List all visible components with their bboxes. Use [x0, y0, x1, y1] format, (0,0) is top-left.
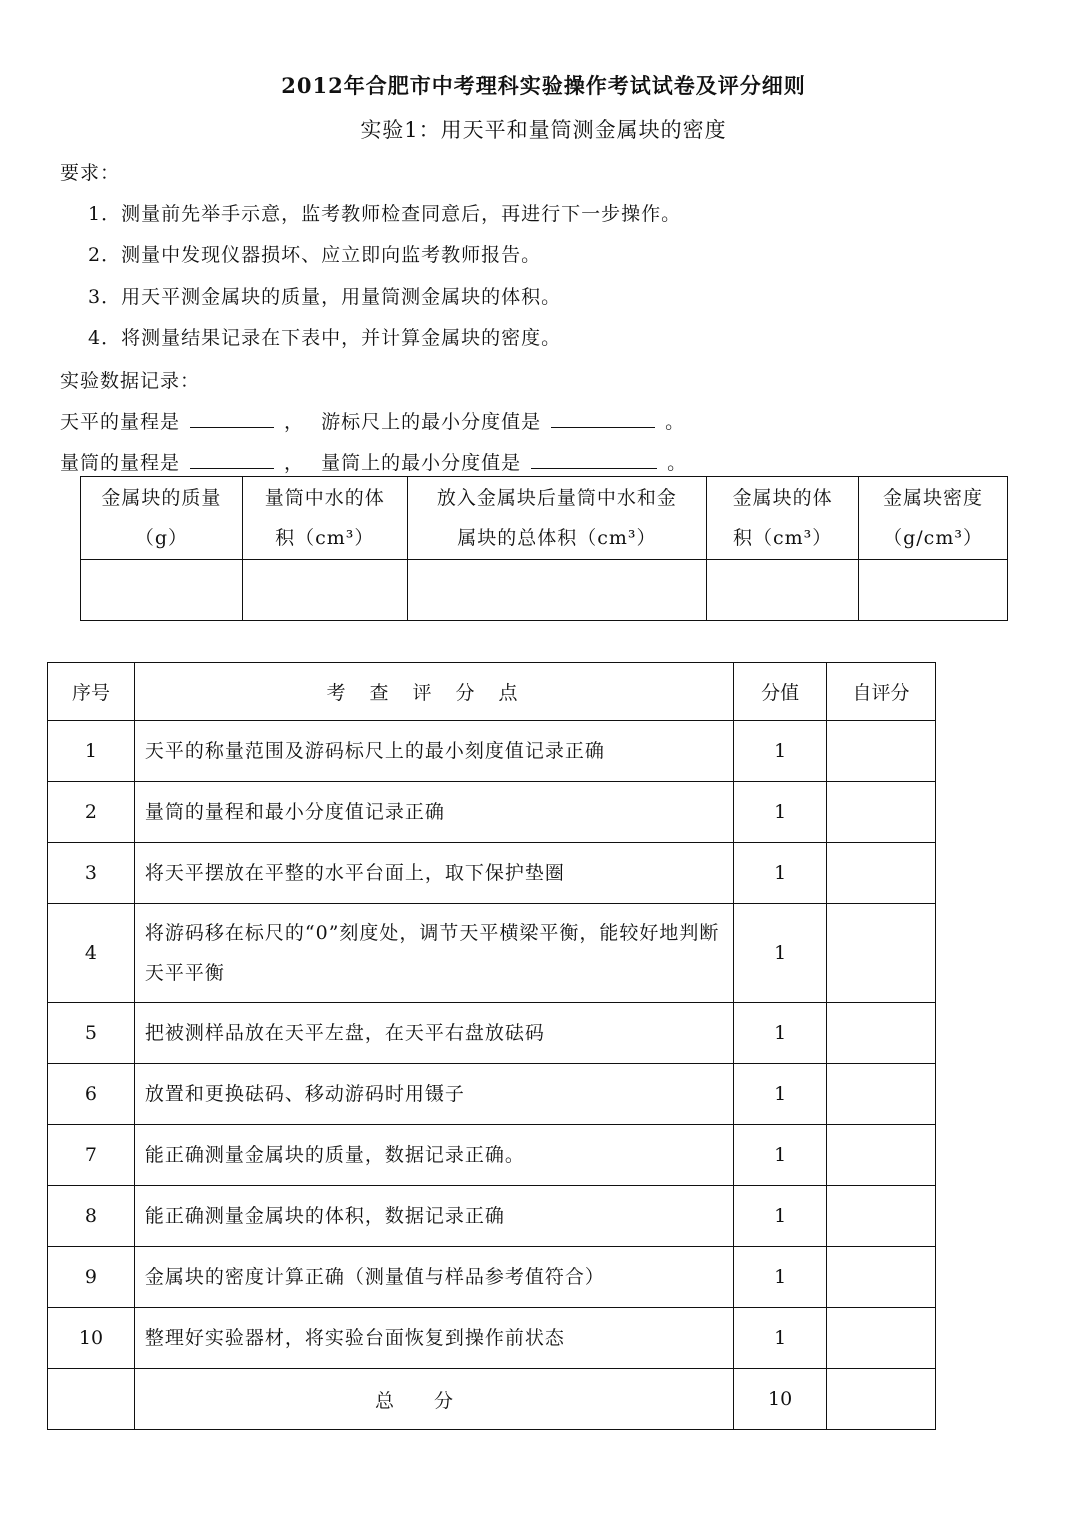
balance-range-blank[interactable] — [190, 407, 274, 428]
balance-range-label: 天平的量程是 — [60, 411, 181, 433]
row-scoring-point: 量筒的量程和最小分度值记录正确 — [134, 782, 733, 843]
density-header: 金属块密度 （g/cm³） — [859, 477, 1008, 560]
balance-record-line — [60, 407, 685, 434]
block-volume-cell[interactable] — [707, 560, 859, 621]
period: 。 — [665, 411, 686, 433]
table-row — [48, 1308, 936, 1369]
row-self-score-cell[interactable] — [827, 721, 936, 782]
data-table-header-row — [81, 477, 1008, 560]
data-table-entry-row — [81, 560, 1008, 621]
requirements-heading: 要求： — [60, 162, 121, 184]
cylinder-min-label: 量筒上的最小分度值是 — [321, 452, 522, 474]
row-scoring-point: 放置和更换砝码、移动游码时用镊子 — [134, 1064, 733, 1125]
cylinder-min-blank[interactable] — [531, 448, 657, 469]
block-volume-header: 金属块的体 积（cm³） — [707, 477, 859, 560]
scoring-table — [47, 662, 936, 1430]
table-row — [48, 782, 936, 843]
row-score: 1 — [734, 1247, 827, 1308]
total-volume-cell[interactable] — [407, 560, 707, 621]
row-index: 4 — [48, 904, 135, 1003]
row-self-score-cell[interactable] — [827, 1064, 936, 1125]
row-score: 1 — [734, 1064, 827, 1125]
water-volume-header: 量筒中水的体 积（cm³） — [242, 477, 407, 560]
row-scoring-point: 能正确测量金属块的体积，数据记录正确 — [134, 1186, 733, 1247]
row-score: 1 — [734, 1186, 827, 1247]
balance-min-label: 游标尺上的最小分度值是 — [321, 411, 542, 433]
row-self-score-cell[interactable] — [827, 782, 936, 843]
row-score: 1 — [734, 1003, 827, 1064]
row-index: 9 — [48, 1247, 135, 1308]
table-row — [48, 904, 936, 1003]
row-index: 1 — [48, 721, 135, 782]
row-self-score-cell[interactable] — [827, 1186, 936, 1247]
row-score: 1 — [734, 843, 827, 904]
row-scoring-point: 能正确测量金属块的质量，数据记录正确。 — [134, 1125, 733, 1186]
row-index: 6 — [48, 1064, 135, 1125]
row-self-score-cell[interactable] — [827, 843, 936, 904]
period: 。 — [667, 452, 688, 474]
table-row — [48, 1003, 936, 1064]
row-score: 1 — [734, 1308, 827, 1369]
row-scoring-point: 整理好实验器材，将实验台面恢复到操作前状态 — [134, 1308, 733, 1369]
row-self-score-cell[interactable] — [827, 1308, 936, 1369]
water-volume-cell[interactable] — [242, 560, 407, 621]
scoring-point-header: 考查评分点 — [134, 663, 733, 721]
document-title: 2012年合肥市中考理科实验操作考试试卷及评分细则 — [281, 73, 806, 98]
row-self-score-cell[interactable] — [827, 1003, 936, 1064]
mass-header: 金属块的质量 （g） — [81, 477, 243, 560]
requirement-1: 1．测量前先举手示意，监考教师检查同意后，再进行下一步操作。 — [88, 203, 682, 225]
row-self-score-cell[interactable] — [827, 1247, 936, 1308]
cylinder-range-label: 量筒的量程是 — [60, 452, 181, 474]
cylinder-record-line — [60, 448, 687, 475]
density-cell[interactable] — [859, 560, 1008, 621]
requirement-2: 2．测量中发现仪器损坏、应立即向监考教师报告。 — [88, 244, 542, 266]
row-score: 1 — [734, 782, 827, 843]
total-score: 10 — [734, 1369, 827, 1430]
table-row — [48, 843, 936, 904]
row-scoring-point: 将天平摆放在平整的水平台面上，取下保护垫圈 — [134, 843, 733, 904]
row-scoring-point: 将游码移在标尺的“0”刻度处，调节天平横梁平衡，能较好地判断天平平衡 — [134, 904, 733, 1003]
total-label: 总分 — [134, 1369, 733, 1430]
table-row — [48, 1186, 936, 1247]
data-record-table — [80, 476, 1008, 621]
mass-cell[interactable] — [81, 560, 243, 621]
score-table-header-row — [48, 663, 936, 721]
row-score: 1 — [734, 721, 827, 782]
row-score: 1 — [734, 1125, 827, 1186]
row-scoring-point: 把被测样品放在天平左盘，在天平右盘放砝码 — [134, 1003, 733, 1064]
row-index: 3 — [48, 843, 135, 904]
table-row — [48, 1247, 936, 1308]
score-header: 分值 — [734, 663, 827, 721]
total-row — [48, 1369, 936, 1430]
total-index-cell — [48, 1369, 135, 1430]
experiment-subtitle: 实验1：用天平和量筒测金属块的密度 — [360, 118, 727, 142]
row-scoring-point: 金属块的密度计算正确（测量值与样品参考值符合） — [134, 1247, 733, 1308]
row-index: 7 — [48, 1125, 135, 1186]
requirement-4: 4．将测量结果记录在下表中，并计算金属块的密度。 — [88, 327, 562, 349]
row-index: 2 — [48, 782, 135, 843]
row-index: 8 — [48, 1186, 135, 1247]
cylinder-range-blank[interactable] — [190, 448, 274, 469]
balance-min-blank[interactable] — [551, 407, 655, 428]
total-volume-header: 放入金属块后量筒中水和金 属块的总体积（cm³） — [407, 477, 707, 560]
table-row — [48, 1125, 936, 1186]
row-index: 10 — [48, 1308, 135, 1369]
comma: ， — [284, 411, 305, 433]
row-scoring-point: 天平的称量范围及游码标尺上的最小刻度值记录正确 — [134, 721, 733, 782]
row-score: 1 — [734, 904, 827, 1003]
index-header: 序号 — [48, 663, 135, 721]
table-row — [48, 721, 936, 782]
total-self-score-cell[interactable] — [827, 1369, 936, 1430]
row-index: 5 — [48, 1003, 135, 1064]
row-self-score-cell[interactable] — [827, 904, 936, 1003]
requirement-3: 3．用天平测金属块的质量，用量筒测金属块的体积。 — [88, 286, 562, 308]
comma: ， — [284, 452, 305, 474]
records-heading: 实验数据记录： — [60, 370, 201, 392]
self-score-header: 自评分 — [827, 663, 936, 721]
row-self-score-cell[interactable] — [827, 1125, 936, 1186]
table-row — [48, 1064, 936, 1125]
